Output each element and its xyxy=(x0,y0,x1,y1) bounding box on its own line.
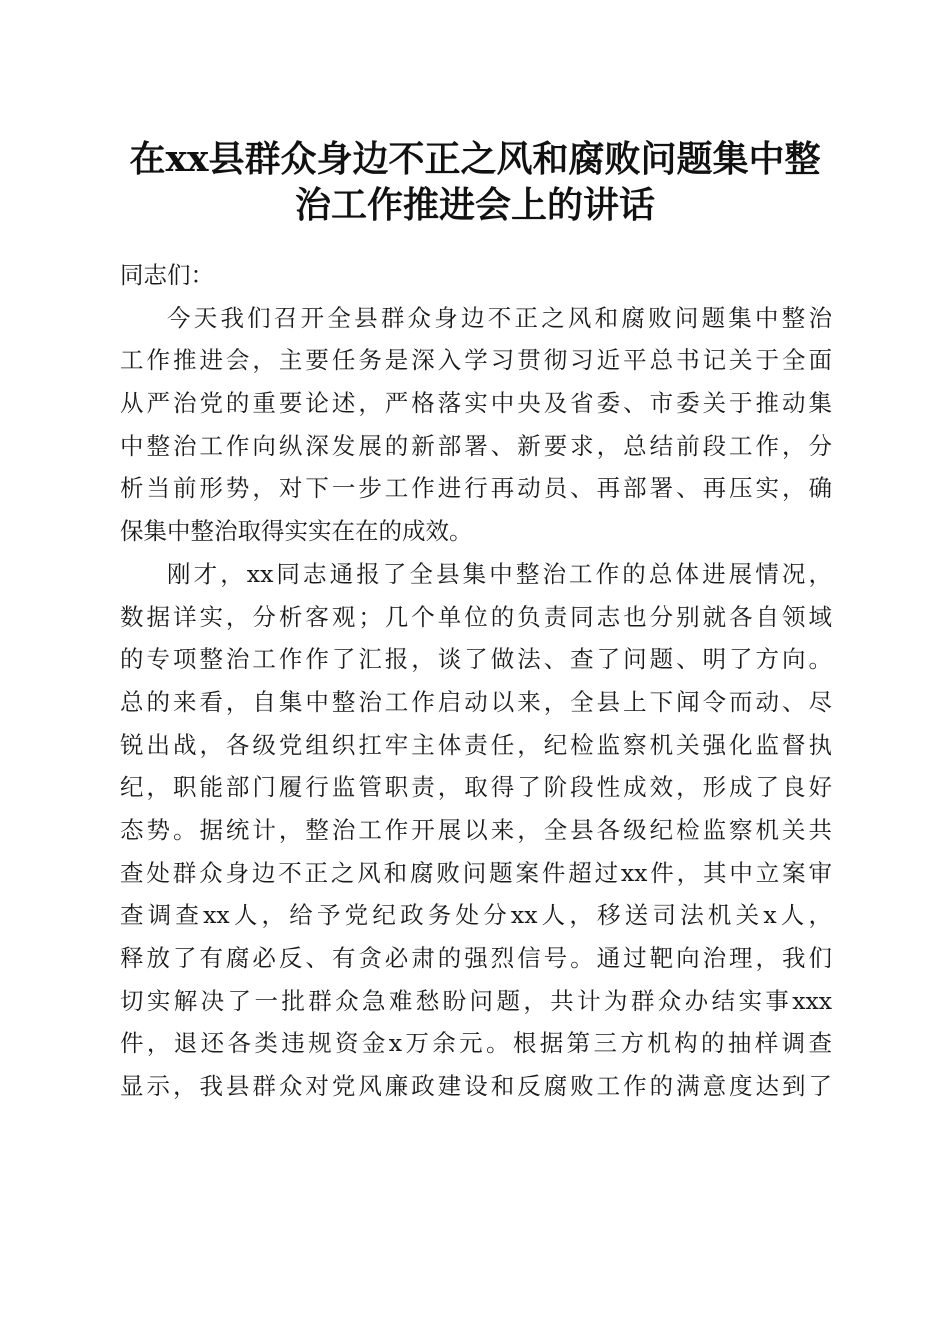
text-line: 工作推进会，主要任务是深入学习贯彻习近平总书记关于全面 xyxy=(120,346,832,375)
text-line: 从严治党的重要论述，严格落实中央及省委、市委关于推动集 xyxy=(120,389,832,418)
text-line: 锐出战，各级党组织扛牢主体责任，纪检监察机关强化监督执 xyxy=(120,730,832,759)
text-line: 释放了有腐必反、有贪必肃的强烈信号。通过靶向治理，我们 xyxy=(120,944,832,972)
paragraph-1 xyxy=(120,297,832,553)
text-line: 的专项整治工作作了汇报，谈了做法、查了问题、明了方向。 xyxy=(120,645,832,674)
document-body xyxy=(120,254,832,1108)
text-line: 总的来看，自集中整治工作启动以来，全县上下闻令而动、尽 xyxy=(120,687,832,716)
title-line: 治工作推进会上的讲话 xyxy=(294,184,655,226)
text-line: 查调查xx人，给予党纪政务处分xx人，移送司法机关x人， xyxy=(120,901,832,930)
title-line: 在xx县群众身边不正之风和腐败问题集中整 xyxy=(129,138,821,180)
text-line: 切实解决了一批群众急难愁盼问题，共计为群众办结实事xxx xyxy=(120,986,832,1015)
text-line: 纪，职能部门履行监管职责，取得了阶段性成效，形成了良好 xyxy=(120,773,832,802)
text-line: 刚才，xx同志通报了全县集中整治工作的总体进展情况， xyxy=(167,559,832,588)
text-line: 数据详实，分析客观；几个单位的负责同志也分别就各自领域 xyxy=(120,602,832,631)
text-line: 显示，我县群众对党风廉政建设和反腐败工作的满意度达到了 xyxy=(120,1072,832,1101)
text-line: 件，退还各类违规资金x万余元。根据第三方机构的抽样调查 xyxy=(120,1029,832,1058)
text-line: 态势。据统计，整治工作开展以来，全县各级纪检监察机关共 xyxy=(120,815,832,844)
text-line: 查处群众身边不正之风和腐败问题案件超过xx件，其中立案审 xyxy=(120,858,832,887)
salutation: 同志们： xyxy=(120,261,214,289)
paragraph-2 xyxy=(120,553,832,1108)
text-line: 保集中整治取得实实在在的成效。 xyxy=(120,517,473,546)
text-line: 中整治工作向纵深发展的新部署、新要求，总结前段工作，分 xyxy=(120,431,832,460)
text-line: 今天我们召开全县群众身边不正之风和腐败问题集中整治 xyxy=(167,303,832,332)
text-line: 析当前形势，对下一步工作进行再动员、再部署、再压实，确 xyxy=(120,474,832,503)
document-title xyxy=(100,136,850,228)
